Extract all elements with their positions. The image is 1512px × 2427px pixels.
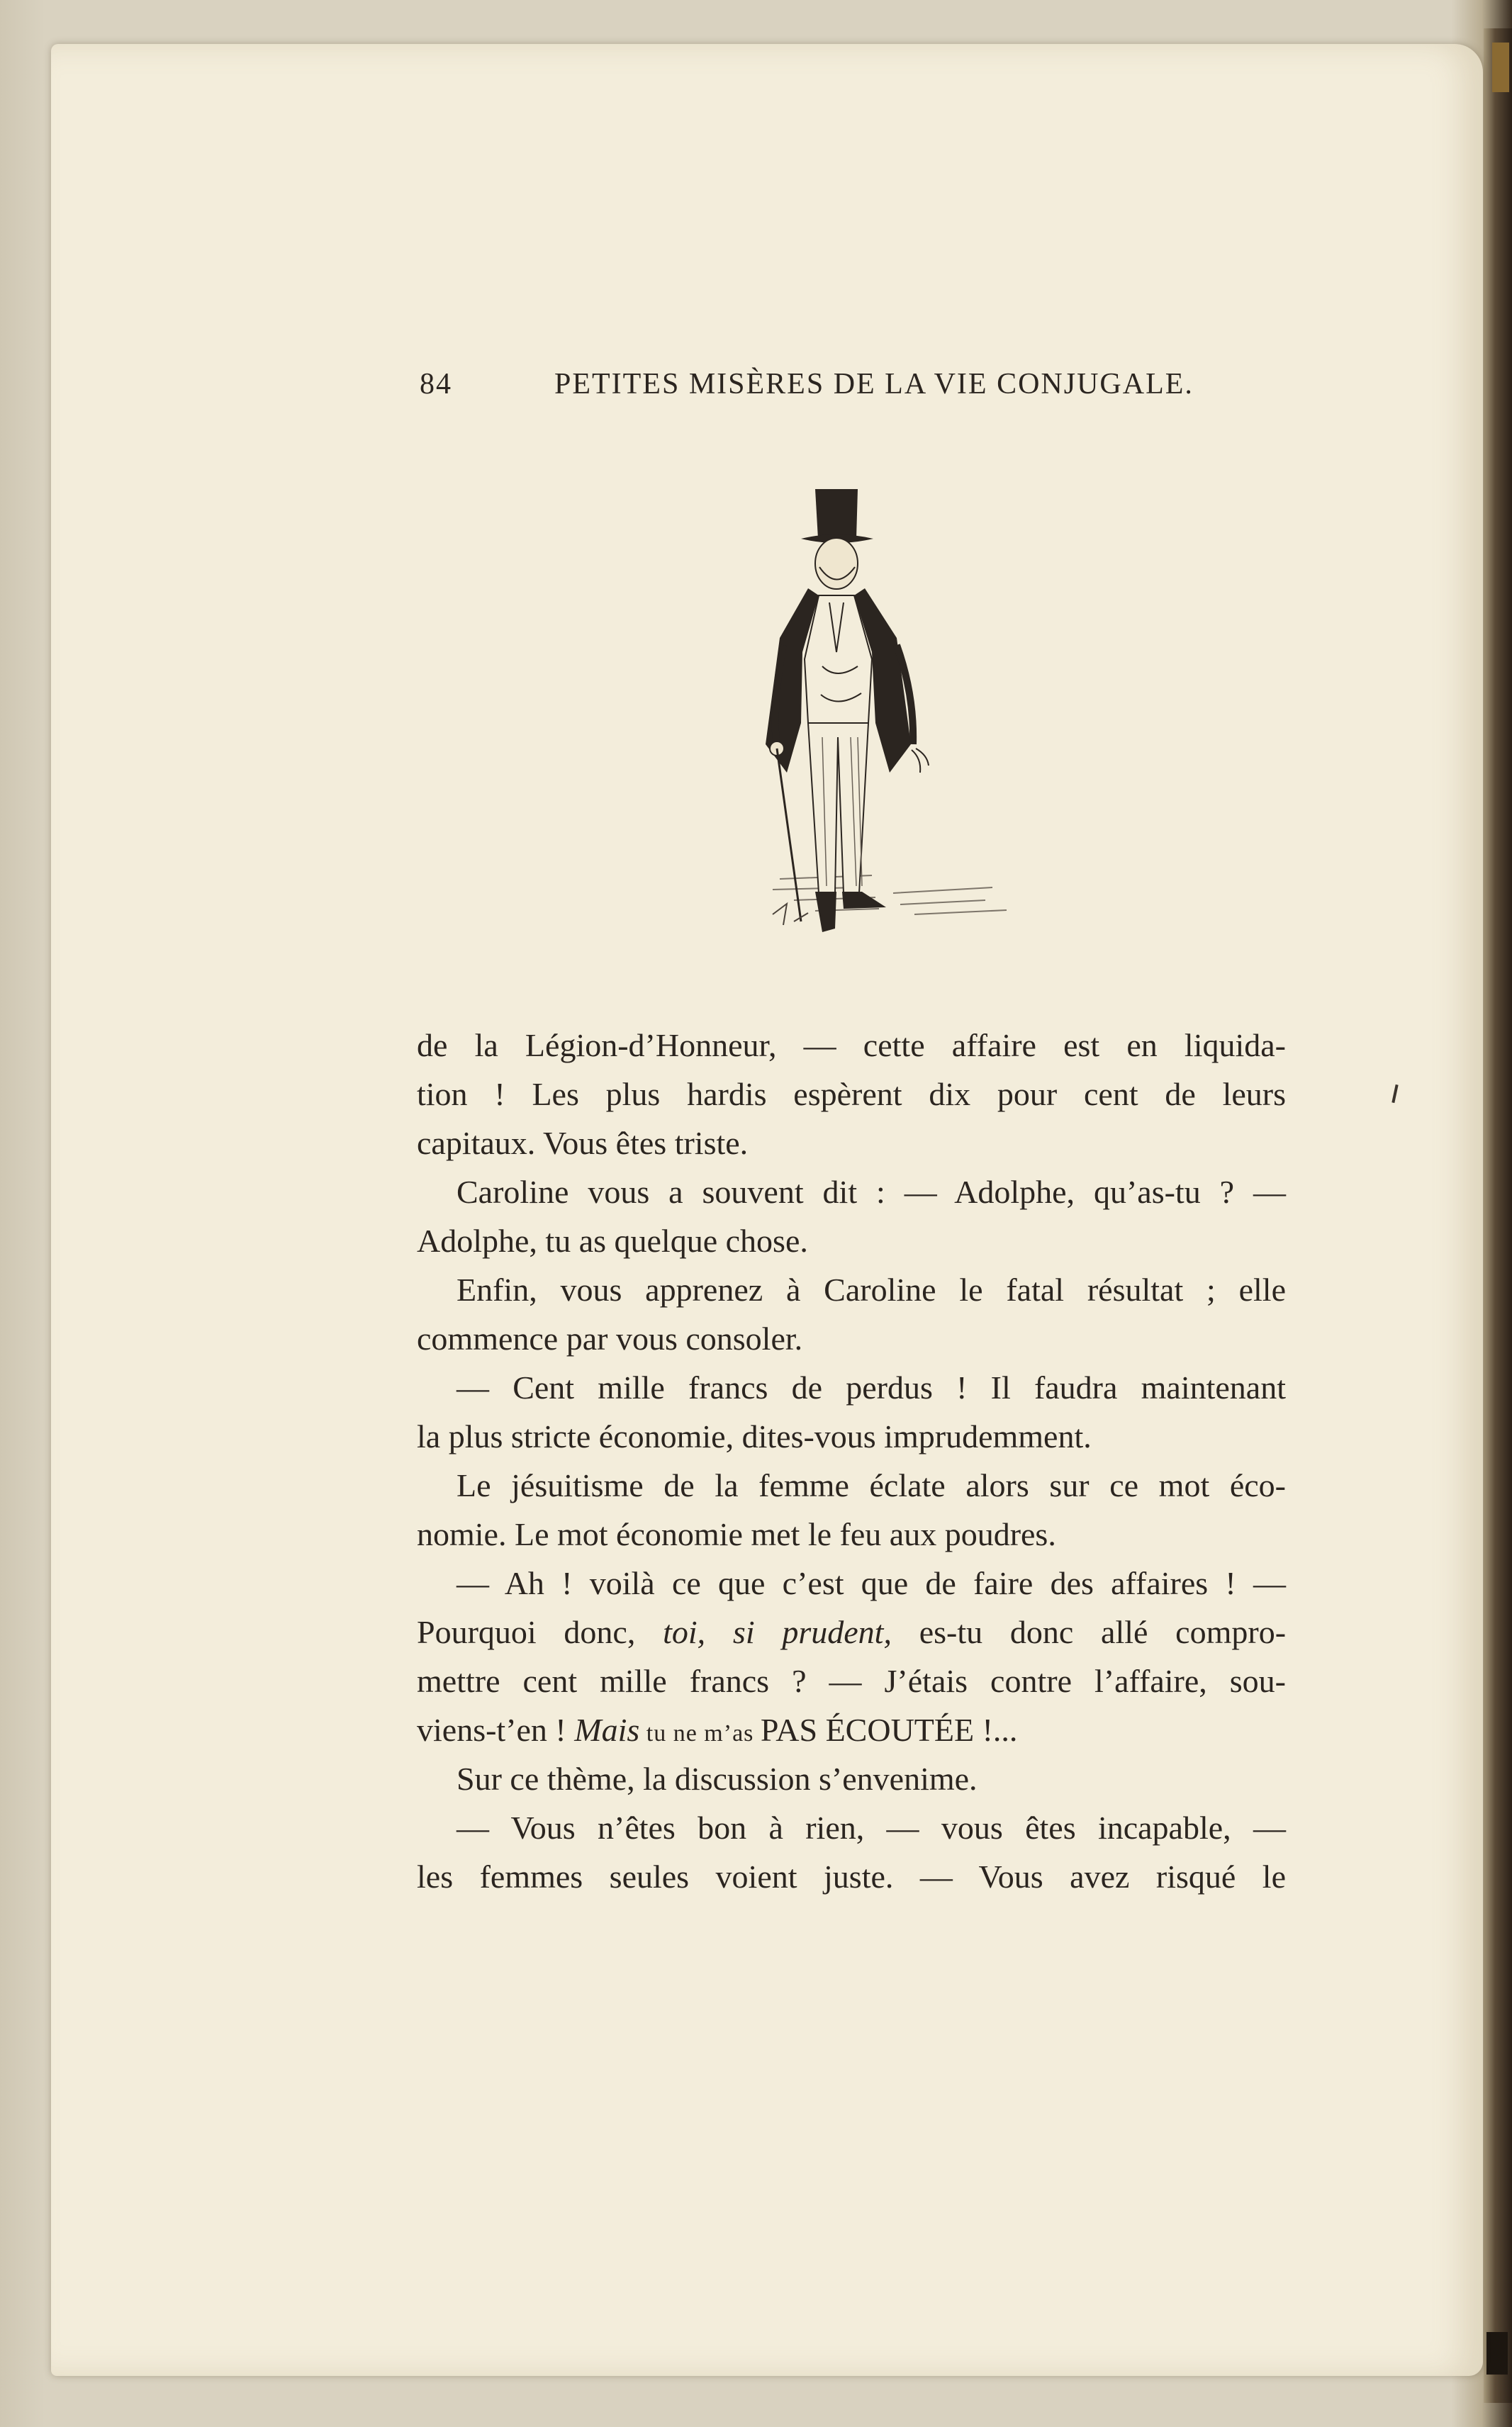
running-header [420, 367, 1194, 410]
italic-run: Mais [574, 1712, 640, 1748]
text-line: Le jésuitisme de la femme éclate alors sur ce mot éco- [457, 1467, 1286, 1503]
text-line: nomie. Le mot économie met le feu aux poudres. [417, 1516, 1056, 1552]
scan-edge-mark [1486, 2332, 1508, 2375]
page-number: 84 [420, 368, 452, 400]
text-line [417, 1705, 1286, 1754]
body-text [417, 1021, 1286, 1901]
scan-edge-mark [1492, 43, 1509, 92]
text-line: de la Légion-d’Honneur, — cette affaire est en liquida- [417, 1027, 1286, 1063]
text-line: Caroline vous a souvent dit : — Adolphe, qu’as-tu ? — [457, 1174, 1286, 1210]
caps-run: PAS ÉCOUTÉE !... [760, 1712, 1018, 1748]
text-line: — Ah ! voilà ce que c’est que de faire des affaires ! — [457, 1565, 1286, 1601]
text-line: Adolphe, tu as quelque chose. [417, 1223, 808, 1259]
text-line [417, 1608, 1286, 1657]
text-line: capitaux. Vous êtes triste. [417, 1125, 749, 1161]
text-line: Enfin, vous apprenez à Caroline le fatal résultat ; elle [457, 1272, 1286, 1308]
text-line: mettre cent mille francs ? — J’étais contre l’affaire, sou- [417, 1663, 1286, 1699]
text-run: es-tu donc allé compro- [891, 1614, 1287, 1650]
text-run: viens-t’en ! [417, 1712, 575, 1748]
text-line: la plus stricte économie, dites-vous imprudemment. [417, 1418, 1092, 1454]
running-title: PETITES MISÈRES DE LA VIE CONJUGALE. [554, 368, 1194, 400]
book-spine [1484, 28, 1512, 2403]
italic-run: toi, si prudent, [663, 1614, 892, 1650]
text-line: — Cent mille francs de perdus ! Il faudra maintenant [457, 1369, 1286, 1406]
small-caps-run: tu ne m’as [639, 1720, 761, 1747]
text-line: Sur ce thème, la discussion s’envenime. [457, 1761, 978, 1797]
text-line: les femmes seules voient juste. — Vous avez risqué le [417, 1859, 1286, 1895]
gentleman-with-top-hat-and-cane-illustration [751, 468, 1021, 978]
text-line: — Vous n’êtes bon à rien, — vous êtes incapable, — [457, 1810, 1286, 1846]
text-line: tion ! Les plus hardis espèrent dix pour cent de leurs [417, 1076, 1286, 1112]
text-line: commence par vous consoler. [417, 1321, 803, 1357]
text-run: Pourquoi donc, [417, 1614, 663, 1650]
